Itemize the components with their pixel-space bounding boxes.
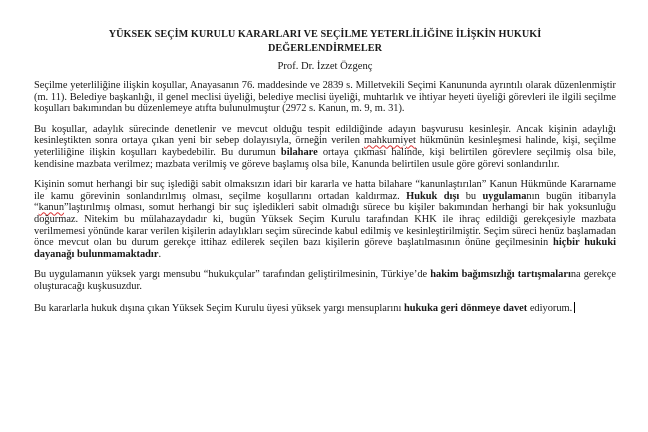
- paragraph-3-text-1: Kişinin somut herhangi bir suç işlediği sabit olmaksızın idari bir kararla ve hatta bilahare “kanunlaştırılan” Kanun Hükmünde Kararname ile kamu görevinin sonlandırılmış olması, seçilme koşullarını ortadan kaldırmaz.: [34, 179, 616, 202]
- paragraph-5-text-1: Bu kararlarla hukuk dışına çıkan Yüksek Seçim Kurulu üyesi yüksek yargı mensuplarını: [34, 302, 404, 314]
- paragraph-3-text-2: bu: [459, 190, 483, 202]
- document-title: [34, 28, 616, 56]
- paragraph-4-text-1: Bu uygulamanın yüksek yargı mensubu “hukukçular” tarafından geliştirilmesinin, Türkiye’de: [34, 269, 431, 281]
- text-cursor: [574, 302, 575, 313]
- bold-uygulama: uygulama: [482, 190, 527, 202]
- bold-bilahare: bilahare: [280, 146, 318, 158]
- paragraph-1: Seçilme yeterliliğine ilişkin koşullar, Anayasanın 76. maddesinde ve 2839 s. Milletvekili Seçimi Kanununda ayrıntılı olarak düzenlenmiştir (m. 11). Belediye başkanlığı, il genel meclisi üyeliği, belediye meclisi üyeliği, muhtarlık ve ihtiyar heyeti üyeliği görevleri ile ilgili seçilme koşulları bakımından bu düzenlemeye atıfta bulunulmuştur (2972 s. Kanun, m. 9, m. 31).: [34, 80, 616, 115]
- paragraph-5-text-2: ediyorum.: [527, 302, 573, 314]
- paragraph-5: [34, 302, 616, 315]
- bold-hukuki-dayanak: hiçbir hukuki dayanağı bulunmamaktadır: [34, 237, 616, 260]
- spellcheck-mahkumiyet: mahkumiyet: [363, 135, 416, 147]
- paragraph-3-text-4: ”laştırılmış olması, somut herhangi bir suç işledikleri sabit olmadığı sürece bu kişiler bakımından herhangi bir hak yoksunluğu doğurmaz. Nitekim bu mülahazaydadır ki, bugün Yüksek Seçim Kurulu tarafından KHK ile ihraç edildiği gerekçesiyle mazbata verilmemesi yönünde karar verilen kişilerin adaylıkları seçim sürecinde kabul edilmiş ve kesinleştirilmiştir. Seçim süreci henüz başlamadan önce mevcut olan bu durum gerekçe ittihaz edilerek seçilen bazı kişilerin göreve başlatılmasının önüne geçilmesinin: [34, 202, 616, 249]
- bold-hukuk-disi: Hukuk dışı: [406, 190, 460, 202]
- title-line-2: DEĞERLENDİRMELER: [267, 43, 382, 54]
- paragraph-3-text-5: .: [158, 248, 162, 260]
- paragraph-2-text-3: ortaya çıkması halinde, kişi belirtilen görevlere seçilmiş olsa bile, kendisine mazbata verilmez; mazbata verilmiş ve göreve başlamış olsa bile, Kanunda belirtilen usule göre görevi sonlandırılır.: [34, 146, 617, 170]
- title-line-1: YÜKSEK SEÇİM KURULU KARARLARI VE SEÇİLME YETERLİLİĞİNE İLİŞKİN HUKUKİ: [108, 29, 542, 40]
- spellcheck-kanun: kanun: [38, 202, 65, 214]
- paragraph-3: [34, 179, 616, 260]
- paragraph-2: [34, 124, 616, 170]
- bold-hukuka-geri-donmeye-davet: hukuka geri dönmeye davet: [403, 302, 528, 314]
- author-line: Prof. Dr. İzzet Özgenç: [277, 61, 373, 72]
- document-page[interactable]: [34, 6, 616, 323]
- paragraph-2-text-2: hükmünün kesinleşmesi halinde, kişi, seçilme yeterliliğine ilişkin koşulları kaybedebilir. Bu durumun: [34, 135, 616, 158]
- paragraph-3-text-3: nın bugün itibarıyla “: [34, 190, 616, 214]
- bold-hakim-bagimsizligi: hakim bağımsızlığı tartışmaları: [430, 269, 571, 281]
- paragraph-4-text-2: na gerekçe oluşturacağı kuşkusuzdur.: [34, 269, 617, 292]
- paragraph-2-text-1: Bu koşullar, adaylık sürecinde denetlenir ve mevcut olduğu tespit edildiğinde adayın başvurusu kesinleşir. Ancak kişinin adaylığı kesinleştikten sonra ortaya çıkan yeni bir sebep dolayısıyla, örneğin verilen: [34, 123, 616, 147]
- paragraph-4: [34, 269, 616, 292]
